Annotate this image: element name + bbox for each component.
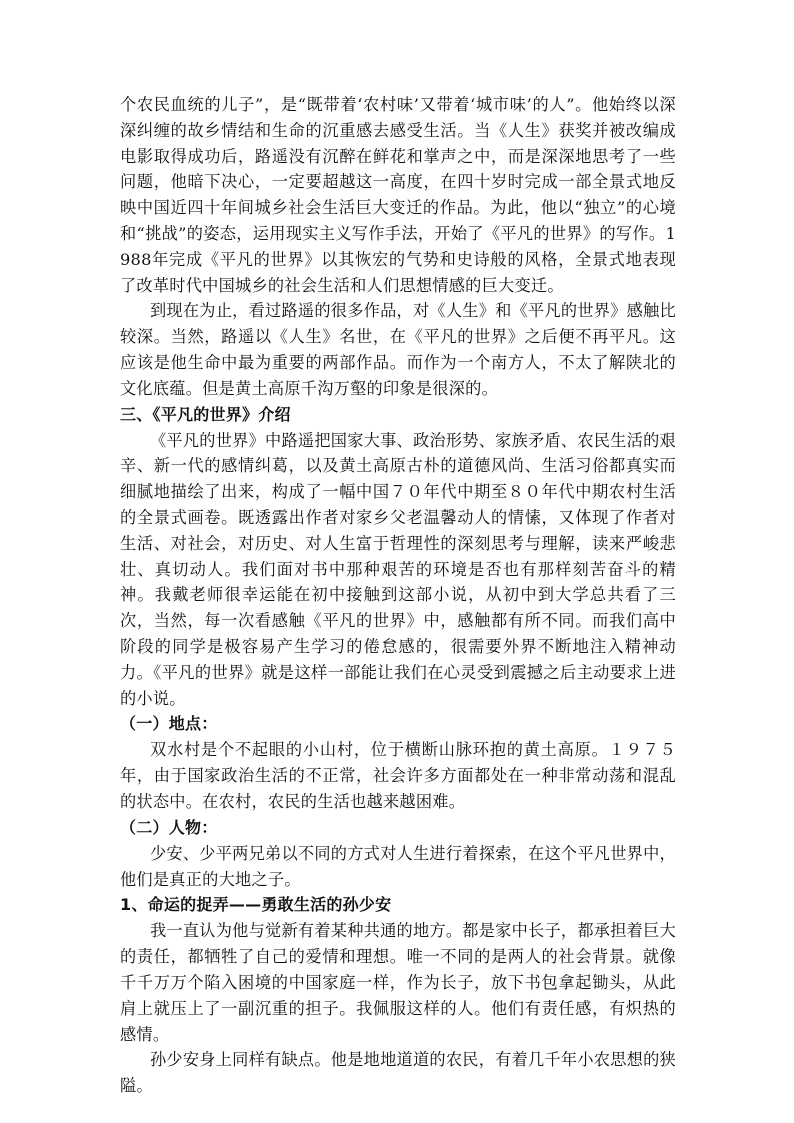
subheading-place: （一）地点： [120,714,218,734]
section-heading-introduction: 三、《平凡的世界》介绍 [120,404,291,424]
subheading-characters: （二）人物： [120,817,218,837]
paragraph-place: 双水村是个不起眼的小山村，位于横断山脉环抱的黄土高原。１９７５年，由于国家政治生活的不正常，社会许多方面都处在一种非常动荡和混乱的状态中。在农村，农民的生活也越来越困难。 [120,740,676,811]
paragraph-novel-introduction: 《平凡的世界》中路遥把国家大事、政治形势、家族矛盾、农民生活的艰辛、新一代的感情纠葛，以及黄土高原古朴的道德风尚、生活习俗都真实而细腻地描绘了出来，构成了一幅中国７０年代中期至８０年代中期农村生活的全景式画卷。既透露出作者对家乡父老温馨动人的情愫，又体现了作者对生活、对社会，对历史、对人生富于哲理性的深刻思考与理解，读来严峻悲壮、真切动人。我们面对书中那种艰苦的环境是否也有那样刻苦奋斗的精神。我戴老师很幸运能在初中接触到这部小说，从初中到大学总共看了三次，当然，每一次看感触《平凡的世界》中，感触都有所不同。而我们高中阶段的同学是极容易产生学习的倦怠感的，很需要外界不断地注入精神动力。《平凡的世界》就是这样一部能让我们在心灵受到震撼之后主动要求上进的小说。 [120,430,676,708]
paragraph-sun-shaoan: 我一直认为他与觉新有着某种共通的地方。都是家中长子，都承担着巨大的责任，都牺牲了自己的爱情和理想。唯一不同的是两人的社会背景。就像千千万万个陷入困境的中国家庭一样，作为长子，放下书包拿起锄头，从此肩上就压上了一副沉重的担子。我佩服这样的人。他们有责任感，有炽热的感情。 [120,921,676,1044]
paragraph-characters: 少安、少平两兄弟以不同的方式对人生进行着探索，在这个平凡世界中，他们是真正的大地之子。 [120,843,676,889]
document-body [120,92,676,1099]
paragraph-reading-impression: 到现在为止，看过路遥的很多作品，对《人生》和《平凡的世界》感触比较深。当然，路遥以《人生》名世，在《平凡的世界》之后便不再平凡。这应该是他生命中最为重要的两部作品。而作为一个南方人，不太了解陕北的文化底蕴。但是黄土高原千沟万壑的印象是很深的。 [120,301,676,398]
subheading-sun-shaoan: 1、命运的捉弄——勇敢生活的孙少安 [120,895,392,915]
paragraph-author-background: 个农民血统的儿子”，是“既带着‘农村味’又带着‘城市味’的人”。他始终以深深纠缠的故乡情结和生命的沉重感去感受生活。当《人生》获奖并被改编成电影取得成功后，路遥没有沉醉在鲜花和掌声之中，而是深深地思考了一些问题，他暗下决心，一定要超越这一高度，在四十岁时完成一部全景式地反映中国近四十年间城乡社会生活巨大变迁的作品。为此，他以“独立”的心境和“挑战”的姿态，运用现实主义写作手法，开始了《平凡的世界》的写作。1988年完成《平凡的世界》以其恢宏的气势和史诗般的风格，全景式地表现了改革时代中国城乡的社会生活和人们思想情感的巨大变迁。 [120,95,676,295]
paragraph-sun-shaoan-flaws: 孙少安身上同样有缺点。他是地地道道的农民，有着几千年小农思想的狭隘。 [120,1050,676,1096]
